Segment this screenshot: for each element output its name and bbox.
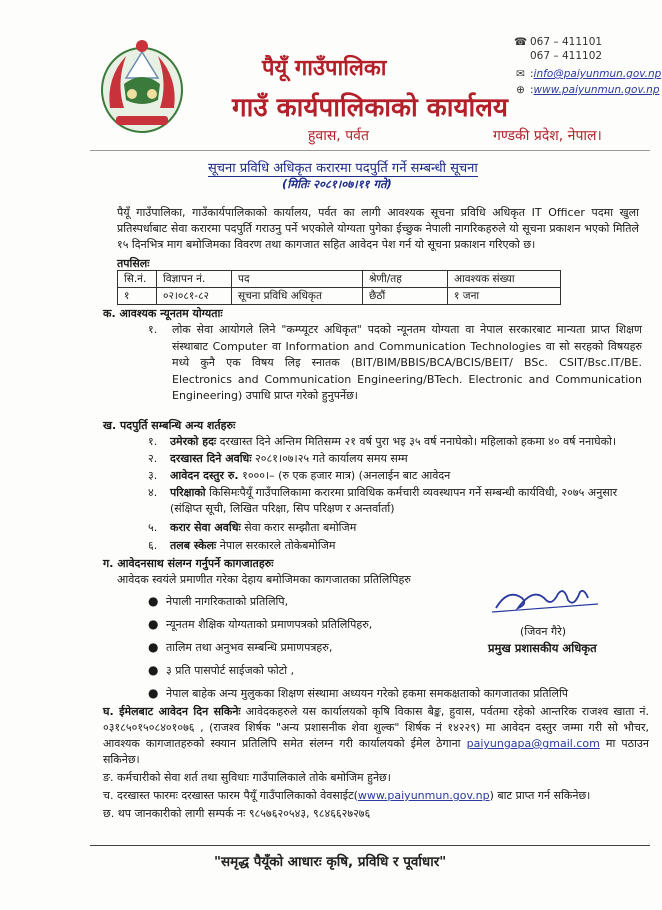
table-header: पद bbox=[232, 271, 363, 288]
province-address: गण्डकी प्रदेश, नेपाल। bbox=[493, 128, 602, 144]
table-cell: ०२।०८१-८२ bbox=[157, 288, 232, 305]
nepal-emblem-logo bbox=[96, 38, 188, 136]
phone-icon: ☎ bbox=[514, 36, 528, 48]
notice-date: (मितिः २०८१।०७।११ गते) bbox=[282, 177, 392, 191]
condition-item: २. दरखास्त दिने अवधिः २०८१।०७।२५ गते कार्यालय समय सम्म bbox=[148, 452, 408, 465]
section-ga-title: ग. आवेदनसाथ संलग्न गर्नुपर्ने कागजातहरुः bbox=[103, 557, 274, 570]
office-name: पैयूँ गाउँपालिका bbox=[262, 56, 387, 81]
details-label: तपसिलः bbox=[117, 257, 150, 270]
signatory-name: (जिवन गैरे) bbox=[520, 625, 567, 638]
section-ka-title: क. आवश्यक न्यूनतम योग्यताः bbox=[103, 307, 223, 320]
website-line: ⊕ :www.paiyunmun.gov.np bbox=[514, 84, 660, 96]
table-row bbox=[118, 288, 561, 305]
section-gha: घ. ईमेलबाट आवेदन दिन सकिनेः आवेदकहरुले यस कार्यालयको कृषि विकास बैङ्क, हुवास, पर्वतमा रहेको आन्तरिक राजश्व खाता नं. ०३१८५०१५०८४०१०७६ , (राजश्व शिर्षक "अन्य प्रशासनीक शेवा शुल्क" शिर्षक नं १४२२९) मा आवेदन दस्तुर जम्मा गरी सो भौचर, आवश्यक कागजातहरुको स्क्यान प्रतिलिपि समेत संलग्न गरी कार्यालयको ईमेल ठेगाना paiyungapa@gmail.com मा पठाउन सकिनेछ। bbox=[103, 705, 649, 766]
table-cell: १ bbox=[118, 288, 157, 305]
vacancy-table bbox=[117, 270, 561, 305]
section-kha-title: ख. पदपुर्ति सम्बन्धि अन्य शर्तहरुः bbox=[103, 419, 236, 432]
section-ga-intro: आवेदक स्वयंले प्रमाणीत गरेका देहाय बमोजिमका कागजातका प्रतिलिपिहरु bbox=[117, 573, 411, 586]
qualification-text: लोक सेवा आयोगले लिने "कम्प्यूटर अधिकृत" पदको न्यूनतम योग्यता वा नेपाल सरकारबाट मान्यता प्राप्त शिक्षण संस्थाबाट Computer वा Information and Communication Technologies वा सो सरहको विषयहरु मध्ये कुनै एक विषय लिइ स्नातक (BIT/BIM/BBIS/BCA/BCIS/BEIT/ BSc. CSIT/Bsc.IT/BE. Electronics and Communication Engineering/BTech. Electronic and Communication Engineering) उपाधि प्राप्त गरेको हुनुपर्नेछ। bbox=[172, 323, 642, 402]
condition-item: ५. करार सेवा अवधिः सेवा करार सम्झौता बमोजिम bbox=[148, 521, 357, 534]
document-bullet: ● नेपाली नागरिकताको प्रतिलिपि, bbox=[148, 594, 289, 608]
document-bullet: ● नेपाल बाहेक अन्य मुलुकका शिक्षण संस्थामा अध्ययन गरेको हकमा समकक्षताको कागजातका प्रतिलिपि bbox=[148, 686, 569, 700]
table-cell: सूचना प्रविधि अधिकृत bbox=[232, 288, 363, 305]
globe-icon: ⊕ bbox=[516, 84, 525, 96]
footer-slogan: "समृद्ध पैयूँको आधारः कृषि, प्रविधि र पूर्वाधार" bbox=[214, 854, 447, 870]
document-bullet: ● न्यूनतम शैक्षिक योग्यताको प्रमाणपत्रको प्रतिलिपिहरु, bbox=[148, 617, 373, 631]
condition-item: १. उमेरको हदः दरखास्त दिने अन्तिम मितिसम्म २१ वर्ष पुरा भइ ३५ वर्ष ननाघेको। महिलाको हकमा ४० वर्ष ननाघेको। bbox=[148, 435, 617, 448]
email-link[interactable]: info@paiyunmun.gov.np bbox=[533, 68, 662, 80]
condition-item: ४. परिक्षाको किसिमःपैयूँ गाउँपालिकामा करारमा प्राविधिक कर्मचारी व्यवस्थापन गर्ने सम्बन्धी कार्यविधी, २०७५ अनुसार bbox=[148, 486, 618, 499]
section-ka-num: १. bbox=[148, 323, 158, 336]
header-divider bbox=[90, 150, 650, 151]
intro-paragraph: पैयूँ गाउँपालिका, गाउँकार्यपालिकाको कार्यालय, पर्वत का लागी आवश्यक सूचना प्रविधि अधिकृत IT Officer पदमा खुला प्रतिस्पर्धाबाट सेवा करारमा पदपुर्ति गराउनु पर्ने भएकोले योग्यता पुगेका ईच्छुक नेपाली नागरिकहरुले यो सूचना प्रकाशन भएको मितिले १५ दिनभित्र माग बमोजिमका विवरण तथा कागजात सहित आवेदन पेश गर्न यो सूचना प्रकाशन गरिएको छ। bbox=[117, 206, 639, 251]
application-email-link[interactable]: paiyungapa@gmail.com bbox=[466, 737, 600, 750]
table-header: विज्ञापन नं. bbox=[157, 271, 232, 288]
mail-icon: ✉ bbox=[516, 68, 525, 80]
email-line: ✉ :info@paiyunmun.gov.np bbox=[514, 68, 661, 80]
section-chha: छ. थप जानकारीको लागी सम्पर्क नः ९८५७६२०५४३, ९८४६६२७२७६ bbox=[103, 807, 371, 820]
office-subtitle: गाउँ कार्यपालिकाको कार्यालय bbox=[232, 93, 508, 123]
website-link[interactable]: www.paiyunmun.gov.np bbox=[533, 84, 660, 96]
notice-subject: सूचना प्रविधि अधिकृत करारमा पदपुर्ति गर्ने सम्बन्धी सूचना bbox=[208, 158, 478, 177]
table-header: सि.नं. bbox=[118, 271, 157, 288]
phone-line-1: ☎ 067 – 411101 bbox=[514, 36, 603, 48]
table-header-row bbox=[118, 271, 561, 288]
condition-item: ६. तलब स्केलः नेपाल सरकारले तोकेबमोजिम bbox=[148, 539, 336, 552]
signatory-title: प्रमुख प्रशासकीय अधिकृत bbox=[488, 641, 597, 655]
condition-item-line2: (संक्षिप्त सूची, लिखित परिक्षा, सिप परिक्षण र अन्तर्वार्ता) bbox=[170, 502, 395, 515]
office-address: हुवास, पर्वत bbox=[308, 128, 369, 144]
table-cell: १ जना bbox=[448, 288, 561, 305]
table-header: आवश्यक संख्या bbox=[448, 271, 561, 288]
section-cha: च. दरखास्त फारमः दरखास्त फारम पैयूँ गाउँपालिकाको वेवसाईट(www.paiyunmun.gov.np) बाट प्राप्त गर्न सकिनेछ। bbox=[103, 789, 591, 802]
section-nga: ङ. कर्मचारीको सेवा शर्त तथा सुविधाः गाउँपालिकाले तोके बमोजिम हुनेछ। bbox=[103, 771, 391, 784]
document-bullet: ● तालिम तथा अनुभव सम्बन्धि प्रमाणपत्रहरु, bbox=[148, 640, 333, 654]
condition-item: ३. आवेदन दस्तुर रु. १०००।– (रु एक हजार मात्र) (अनलाईन बाट आवेदन bbox=[148, 469, 451, 482]
form-website-link[interactable]: www.paiyunmun.gov.np bbox=[357, 789, 490, 802]
footer-divider bbox=[90, 845, 650, 846]
table-header: श्रेणी/तह bbox=[363, 271, 448, 288]
signature-image bbox=[488, 578, 608, 616]
document-bullet: ● ३ प्रति पासपोर्ट साईजको फोटो , bbox=[148, 663, 295, 677]
phone-line-2: 067 – 411102 bbox=[530, 50, 603, 62]
table-cell: छैठौं bbox=[363, 288, 448, 305]
